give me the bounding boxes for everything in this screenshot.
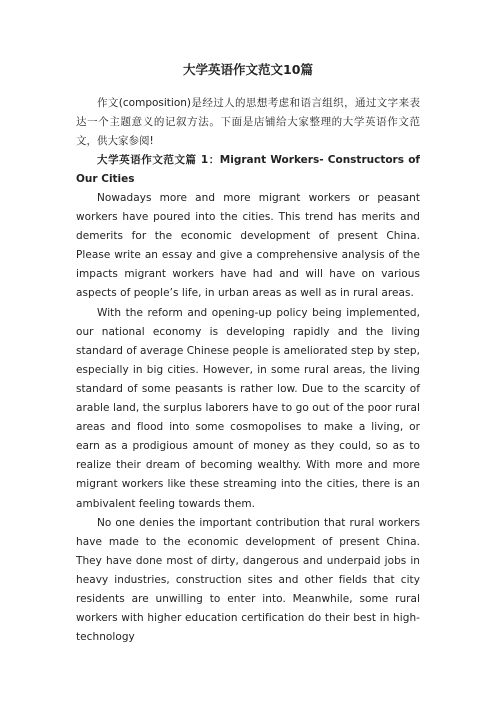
body-paragraph: With the reform and opening-up policy being implemented, our national economy is developing rapidly and the living standard of average Chinese people is ameliorated step by step, especially in big cities. However, in some rural areas, the living standard of some peasants is rather low. Due to the scarcity of arable land, the surplus laborers have to go out of the poor rural areas and flood into some cosmopolises to make a living, or earn as a prodigious amount of money as they could, so as to realize their dream of becoming wealthy. With more and more migrant workers like these streaming into the cities, there is an ambivalent feeling towards them. <box>76 306 420 510</box>
body-paragraph: No one denies the important contribution that rural workers have made to the economic development of present China. They have done most of dirty, dangerous and underpaid jobs in heavy industries, construction sites and other fields that city residents are unwilling to enter into. Meanwhile, some rural workers with higher education certification do their best in high-technology <box>76 516 420 644</box>
intro-paragraph: 作文(composition)是经过人的思想考虑和语言组织，通过文字来表达一个主题意义的记叙方法。下面是店铺给大家整理的大学英语作文范文，供大家参阅! <box>76 97 420 147</box>
body-paragraph: Nowadays more and more migrant workers or peasant workers have poured into the cities. This trend has merits and demerits for the economic development of present China. Please write an essay and give a comprehensive analysis of the impacts migrant workers have had and will have on various aspects of people’s life, in urban areas as well as in rural areas. <box>76 192 420 300</box>
section-heading: 大学英语作文范文篇 1：Migrant Workers- Constructors of Our Cities <box>76 154 420 185</box>
document-title: 大学英语作文范文10篇 <box>183 62 313 77</box>
